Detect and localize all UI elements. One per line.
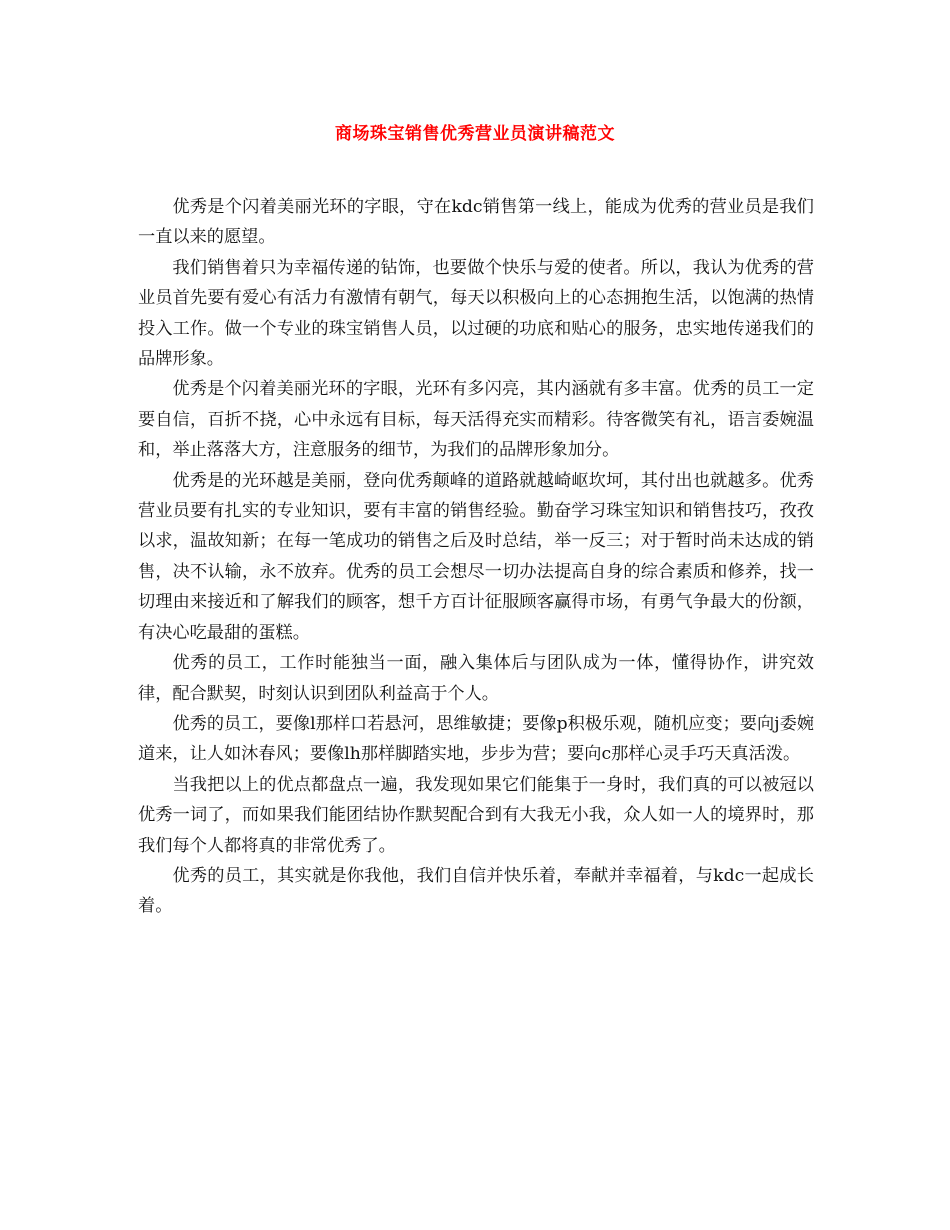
paragraph: 优秀是的光环越是美丽，登向优秀颠峰的道路就越崎岖坎坷，其付出也就越多。优秀营业员要有扎实的专业知识，要有丰富的销售经验。勤奋学习珠宝知识和销售技巧，孜孜以求，温故知新；在每一笔成功的销售之后及时总结，举一反三；对于暂时尚未达成的销售，决不认输，永不放弃。优秀的员工会想尽一切办法提高自身的综合素质和修养，找一切理由来接近和了解我们的顾客，想千方百计征服顾客赢得市场，有勇气争最大的份额，有决心吃最甜的蛋糕。: [138, 470, 814, 643]
paragraph: 优秀是个闪着美丽光环的字眼，光环有多闪亮，其内涵就有多丰富。优秀的员工一定要自信，百折不挠，心中永远有目标，每天活得充实而精彩。待客微笑有礼，语言委婉温和，举止落落大方，注意服务的细节，为我们的品牌形象加分。: [138, 379, 814, 461]
paragraph: 当我把以上的优点都盘点一遍，我发现如果它们能集于一身时，我们真的可以被冠以优秀一词了，而如果我们能团结协作默契配合到有大我无小我，众人如一人的境界时，那我们每个人都将真的非常优秀了。: [138, 774, 814, 856]
paragraph: 我们销售着只为幸福传递的钻饰，也要做个快乐与爱的使者。所以，我认为优秀的营业员首先要有爱心有活力有激情有朝气，每天以积极向上的心态拥抱生活，以饱满的热情投入工作。做一个专业的珠宝销售人员，以过硬的功底和贴心的服务，忠实地传递我们的品牌形象。: [138, 257, 814, 370]
document-title: 商场珠宝销售优秀营业员演讲稿范文: [335, 124, 615, 144]
paragraph: 优秀的员工，工作时能独当一面，融入集体后与团队成为一体，懂得协作，讲究效律，配合默契，时刻认识到团队利益高于个人。: [138, 653, 814, 704]
paragraph: 优秀的员工，其实就是你我他，我们自信并快乐着，奉献并幸福着，与kdc一起成长着。: [138, 865, 814, 917]
paragraph: 优秀是个闪着美丽光环的字眼，守在kdc销售第一线上，能成为优秀的营业员是我们一直以来的愿望。: [138, 197, 814, 248]
document-body: [138, 192, 814, 922]
paragraph: 优秀的员工，要像l那样口若悬河，思维敏捷；要像p积极乐观，随机应变；要向j委婉道来，让人如沐春风；要像lh那样脚踏实地，步步为营；要向c那样心灵手巧天真活泼。: [138, 713, 814, 765]
